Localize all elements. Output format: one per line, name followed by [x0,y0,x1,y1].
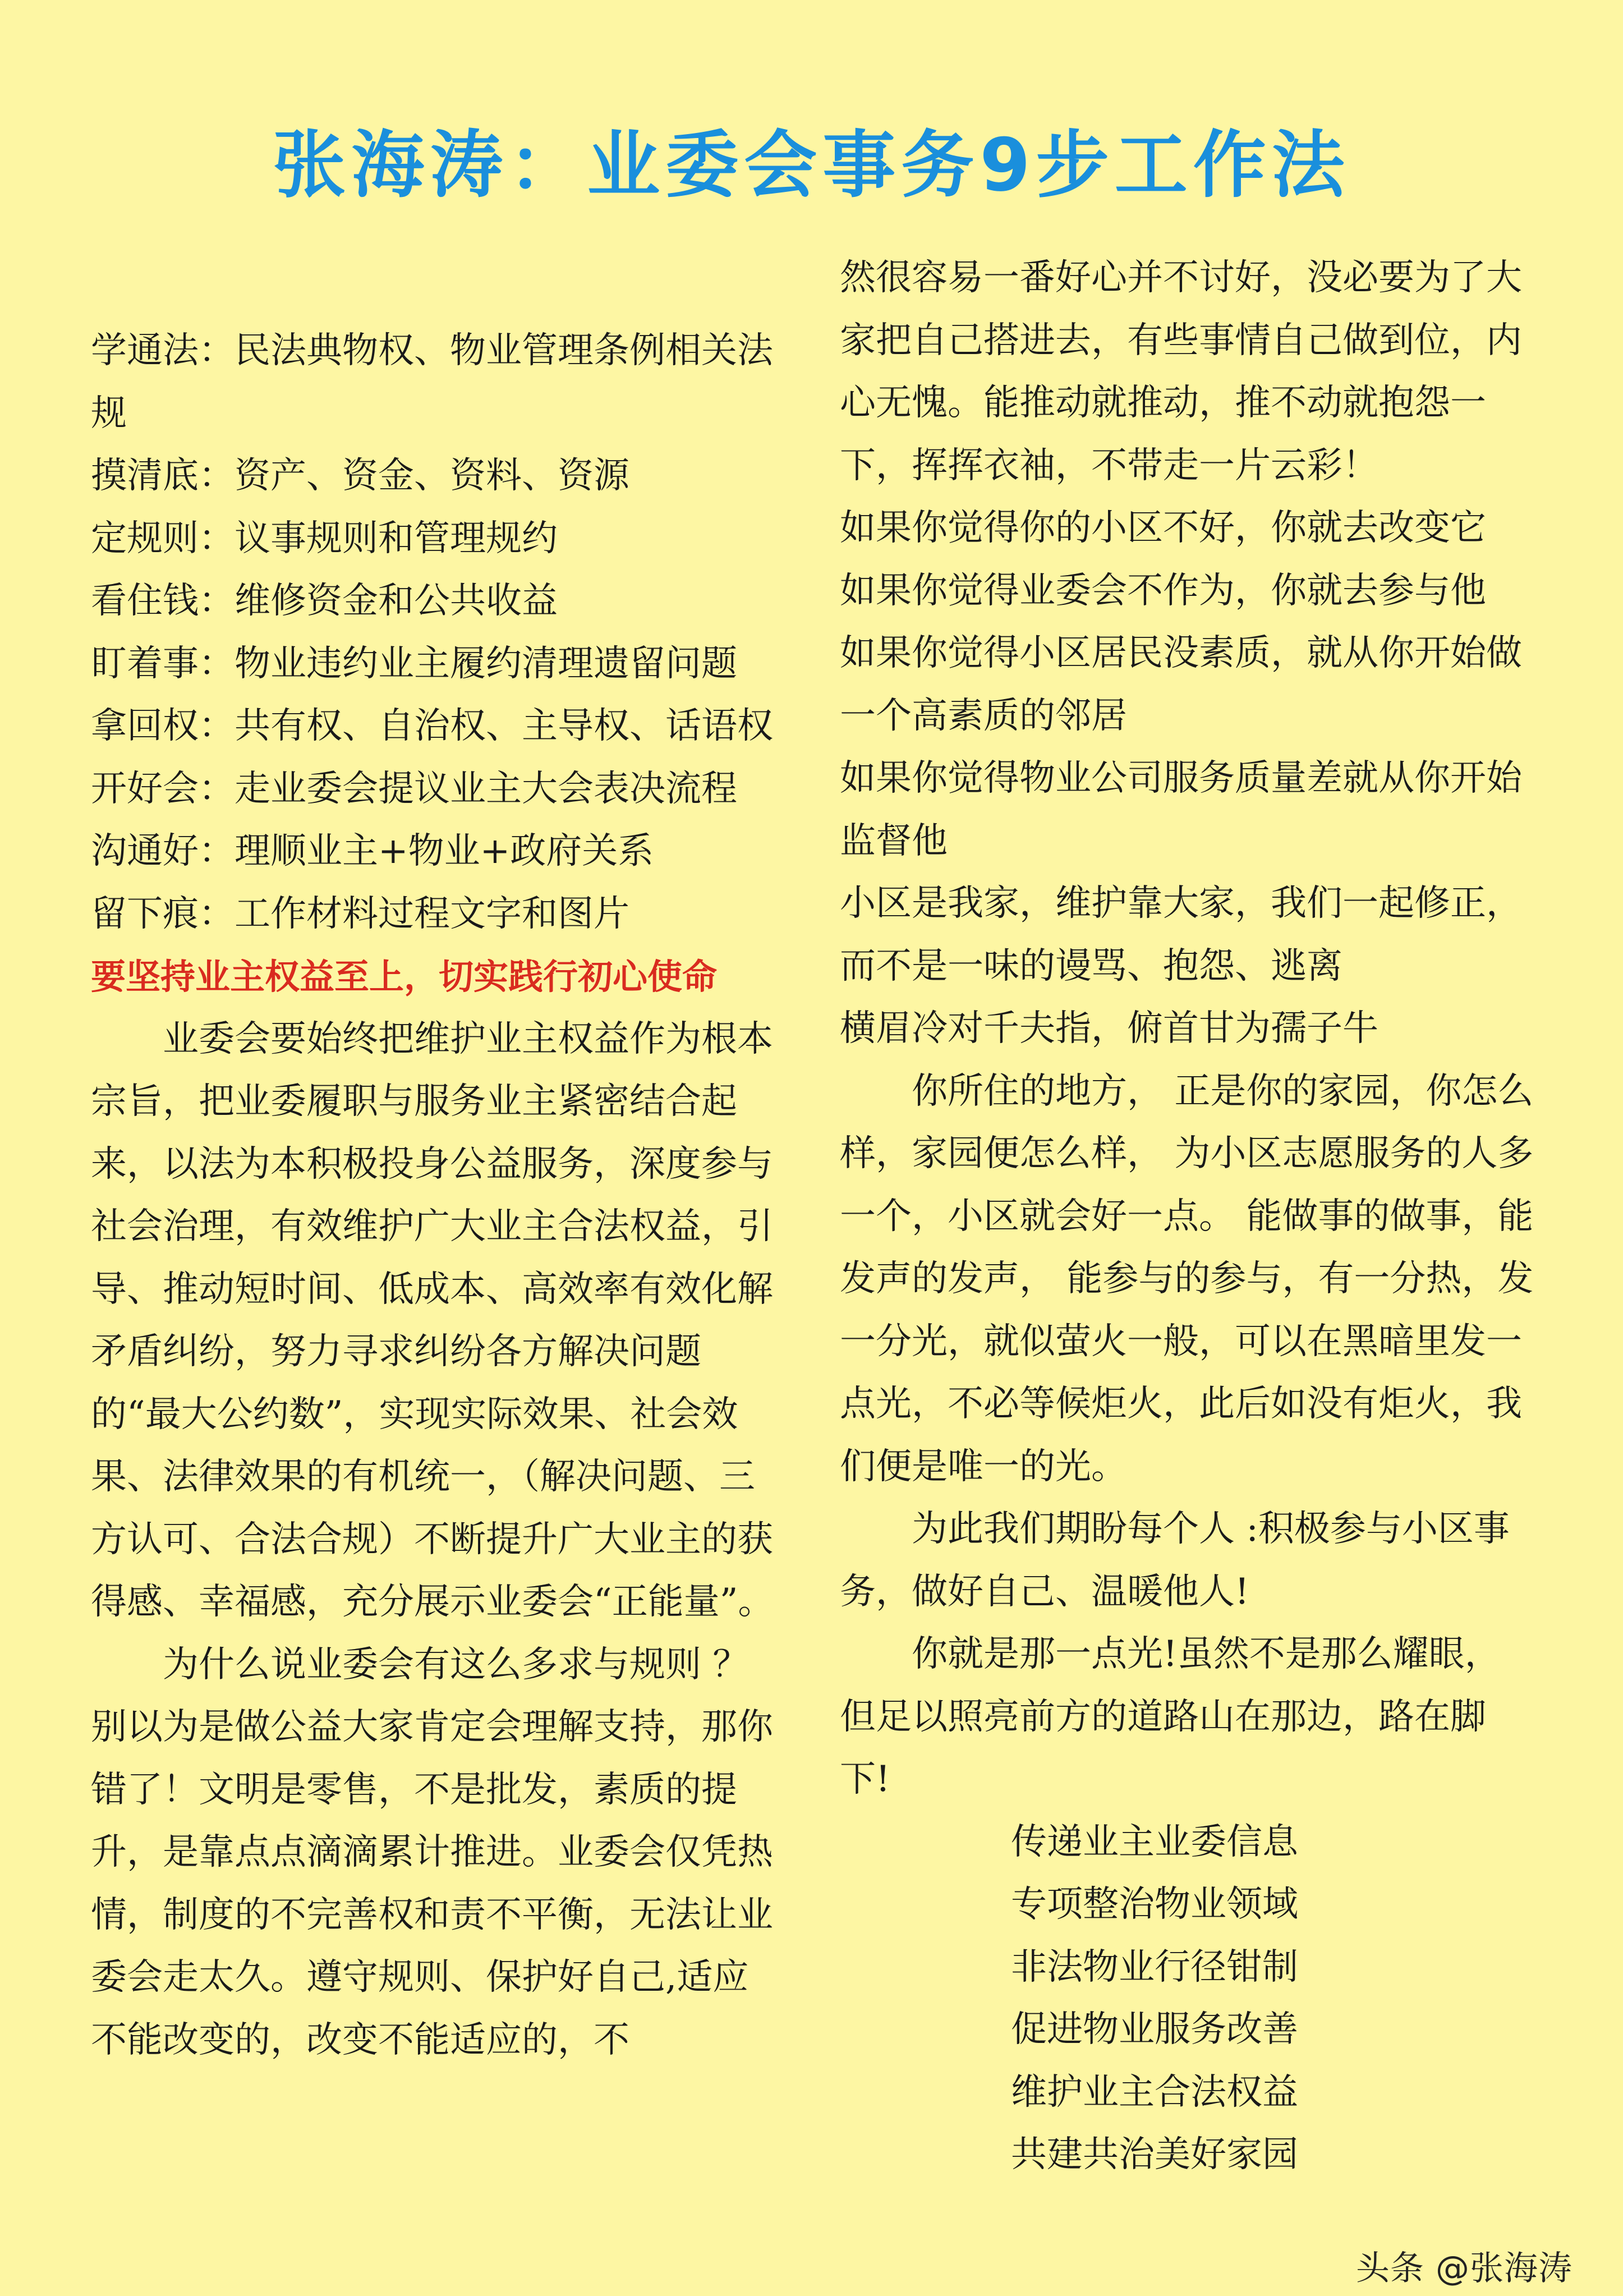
left-column [91,320,781,2072]
slogan-item: 维护业主合法权益 [1011,2071,1298,2113]
slogan-item: 共建共治美好家园 [1011,2134,1298,2175]
statement-line: 小区是我家，维护靠大家，我们一起修正，而不是一味的谩骂、抱怨、逃离 [840,883,1522,987]
slogan-list [840,1811,1535,2187]
body-paragraph: 你所住的地方， 正是你的家园，你怎么样，家园便怎么样， 为小区志愿服务的人多一个，小区就会好一点。 能做事的做事，能发声的发声， 能参与的参与，有一分热，发一分光，就似萤火一般，可以在黑暗里发一点光，不必等候炬火，此后如没有炬火，我们便是唯一的光。 [840,1070,1534,1487]
statement-line: 横眉冷对千夫指，俯首甘为孺子牛 [840,1008,1378,1049]
slogan-item: 非法物业行径钳制 [1011,1946,1298,1988]
statement-line: 如果你觉得物业公司服务质量差就从你开始监督他 [840,757,1522,862]
statement-line: 如果你觉得业委会不作为，你就去参与他 [840,570,1486,612]
step-item: 留下痕：工作材料过程文字和图片 [91,893,629,935]
right-column [840,247,1535,2187]
step-item: 沟通好：理顺业主+物业+政府关系 [91,830,654,872]
step-item: 盯着事：物业违约业主履约清理遗留问题 [91,642,737,685]
step-item: 摸清底：资产、资金、资料、资源 [91,455,629,497]
step-item: 定规则：议事规则和管理规约 [91,517,558,559]
body-paragraph: 为此我们期盼每个人 :积极参与小区事务，做好自己、温暖他人! [840,1508,1510,1613]
statement-line: 如果你觉得你的小区不好，你就去改变它 [840,507,1486,549]
watermark-attribution: 头条 @张海涛 [1355,2249,1573,2288]
body-paragraph: 你就是那一点光!虽然不是那么耀眼，但足以照亮前方的道路山在那边，路在脚下! [840,1633,1501,1800]
slogan-item: 传递业主业委信息 [1011,1821,1298,1863]
page-title: 张海涛：业委会事务9步工作法 [273,122,1350,208]
body-paragraph: 为什么说业委会有这么多求与规则 ？别以为是做公益大家肯定会理解支持，那你错了！文明是零售，不是批发，素质的提升，是靠点点滴滴累计推进。业委会仅凭热情，制度的不完善权和责不平衡，无法让业委会走太久。遵守规则、保护好自己,适应不能改变的，改变不能适应的，不 [91,1643,773,2061]
step-item: 看住钱：维修资金和公共收益 [91,580,558,622]
body-paragraph: 然很容易一番好心并不讨好，没必要为了大家把自己搭进去，有些事情自己做到位，内心无愧。能推动就推动，推不动就抱怨一下，挥挥衣袖，不带走一片云彩！ [840,257,1522,486]
step-item: 拿回权：共有权、自治权、主导权、话语权 [91,705,773,747]
slogan-item: 促进物业服务改善 [1011,2009,1298,2050]
highlight-heading: 要坚持业主权益至上，切实践行初心使命 [91,956,718,997]
slogan-item: 专项整治物业领域 [1011,1884,1298,1925]
step-item: 开好会：走业委会提议业主大会表决流程 [91,768,737,810]
step-item: 学通法：民法典物权、物业管理条例相关法规 [91,330,773,434]
statement-line: 如果你觉得小区居民没素质，就从你开始做一个高素质的邻居 [840,632,1522,737]
body-paragraph: 业委会要始终把维护业主权益作为根本宗旨，把业委履职与服务业主紧密结合起来，以法为本积极投身公益服务，深度参与社会治理，有效维护广大业主合法权益，引导、推动短时间、低成本、高效率有效化解矛盾纠纷，努力寻求纠纷各方解决问题的“最大公约数”，实现实际效果、社会效果、法律效果的有机统一，（解决问题、三方认可、合法合规）不断提升广大业主的获得感、幸福感，充分展示业委会“正能量”。 [91,1018,774,1623]
